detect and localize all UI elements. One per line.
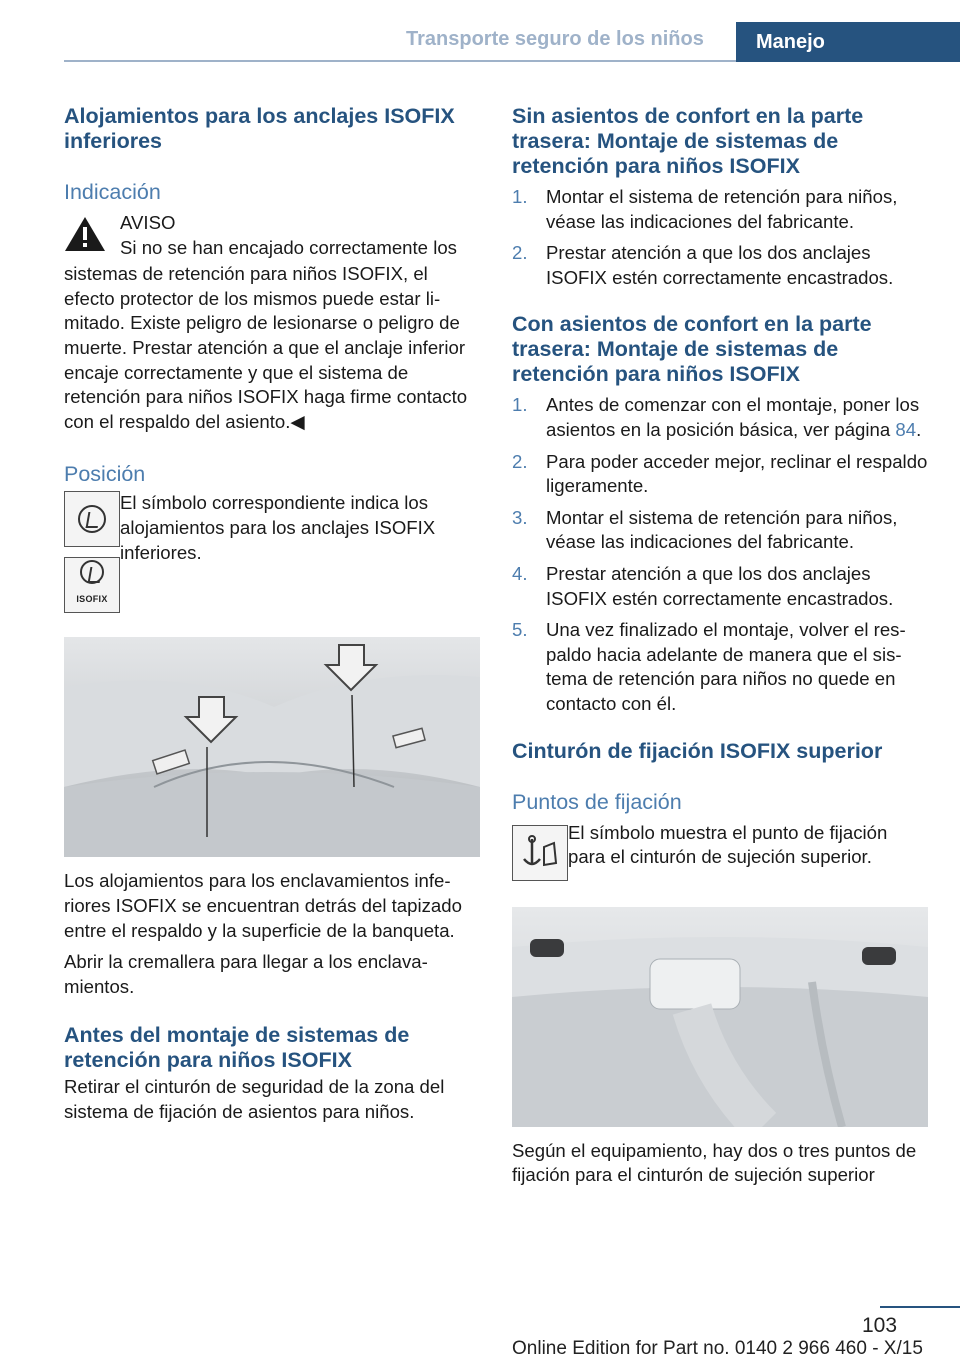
warning-text: sistemas de retención para niños ISOFIX, el efecto protector de los mismos puede estar limitado. Existe peligro de lesionarse o peligro de muerte. Prestar atención a que el anclaje inferior encaje correctamente y que el sistema de retención para niños ISOFIX haga firme contacto con el respaldo del asiento.◀ [64,263,468,432]
paragraph-retirar-cinturon: Retirar el cinturón de seguridad de la zona del sistema de fijación de asientos para niños. [64,1076,445,1122]
left-column [64,104,480,1132]
heading-puntos-fijacion: Puntos de fijación [512,789,682,814]
warning-triangle-icon [64,215,106,253]
paragraph-alojamientos-ubicacion: Los alojamientos para los enclavamientos inferiores ISOFIX se encuentran detrás del tapizado entre el respaldo y la superficie de la banqueta. [64,870,462,941]
isofix-seat-photo [64,637,480,857]
list-item: 2. Prestar atención a que los dos anclajes ISOFIX estén correctamente encastrados. [512,242,894,288]
posicion-text: El símbolo correspondiente indica los alojamientos para los anclajes ISOFIX inferiores. [120,492,436,563]
isofix-labeled-symbol-icon: ISOFIX [64,557,120,613]
list-item: 4. Prestar atención a que los dos anclajes ISOFIX estén correctamente encastrados. [512,562,894,609]
list-item: 1. Antes de comenzar con el montaje, poner los asientos en la posición básica, ver página 84. [512,394,922,440]
warning-block [64,211,480,434]
heading-cinturon-isofix: Cinturón de fijación ISOFIX superior [512,738,883,763]
heading-posicion: Posición [64,462,146,487]
top-tether-symbol-block [512,821,928,891]
top-tether-photo [512,907,928,1127]
page-link-84[interactable]: 84 [895,418,917,440]
rear-shelf-anchor-illustration [512,907,928,1127]
paragraph-cremallera: Abrir la cremallera para llegar a los enclavamientos. [64,951,428,997]
footer-rule [880,1306,960,1308]
heading-antes-montaje: Antes del montaje de sistemas de retención para niños ISOFIX [64,1023,410,1073]
header-chapter-tab: Manejo [736,22,960,62]
list-item: 5. Una vez finalizado el montaje, volver el respaldo hacia adelante de manera que el sistema de retención para niños no quede en contacto con él. [512,619,906,714]
paragraph-puntos-equipamiento: Según el equipamiento, hay dos o tres puntos de fijación para el cinturón de sujeción superior [512,1139,917,1186]
header-section-title: Transporte seguro de los niños [406,28,704,50]
rear-seat-anchor-illustration [64,637,480,857]
heading-alojamientos: Alojamientos para los anclajes ISOFIX inferiores [64,104,455,153]
page-number: 103 [862,1314,898,1337]
list-item: 1. Montar el sistema de retención para niños, véase las indicaciones del fabricante. [512,186,898,232]
footer-edition: Online Edition for Part no. 0140 2 966 460 - X/15 [512,1338,923,1359]
warning-title: AVISO [120,212,176,233]
puntos-fijacion-text: El símbolo muestra el punto de fijación para el cinturón de sujeción superior. [568,821,888,868]
heading-indicacion: Indicación [64,180,161,204]
list-item: 3. Montar el sistema de retención para niños, véase las indicaciones del fabricante. [512,506,898,553]
isofix-seat-symbol-icon [64,491,120,547]
isofix-symbol-block [64,491,480,619]
heading-con-asientos-confort: Con asientos de confort en la parte trasera: Montaje de sistemas de retención para niños ISOFIX [512,312,872,387]
right-column [512,104,928,1195]
list-item: 2. Para poder acceder mejor, reclinar el respaldo ligeramente. [512,450,928,497]
steps-con-confort [512,393,928,716]
heading-sin-asientos-confort: Sin asientos de confort en la parte trasera: Montaje de sistemas de retención para niños ISOFIX [512,104,864,178]
steps-sin-confort [512,185,928,290]
top-tether-anchor-icon [512,825,568,881]
warning-first-line: Si no se han encajado correctamente los [120,236,457,258]
